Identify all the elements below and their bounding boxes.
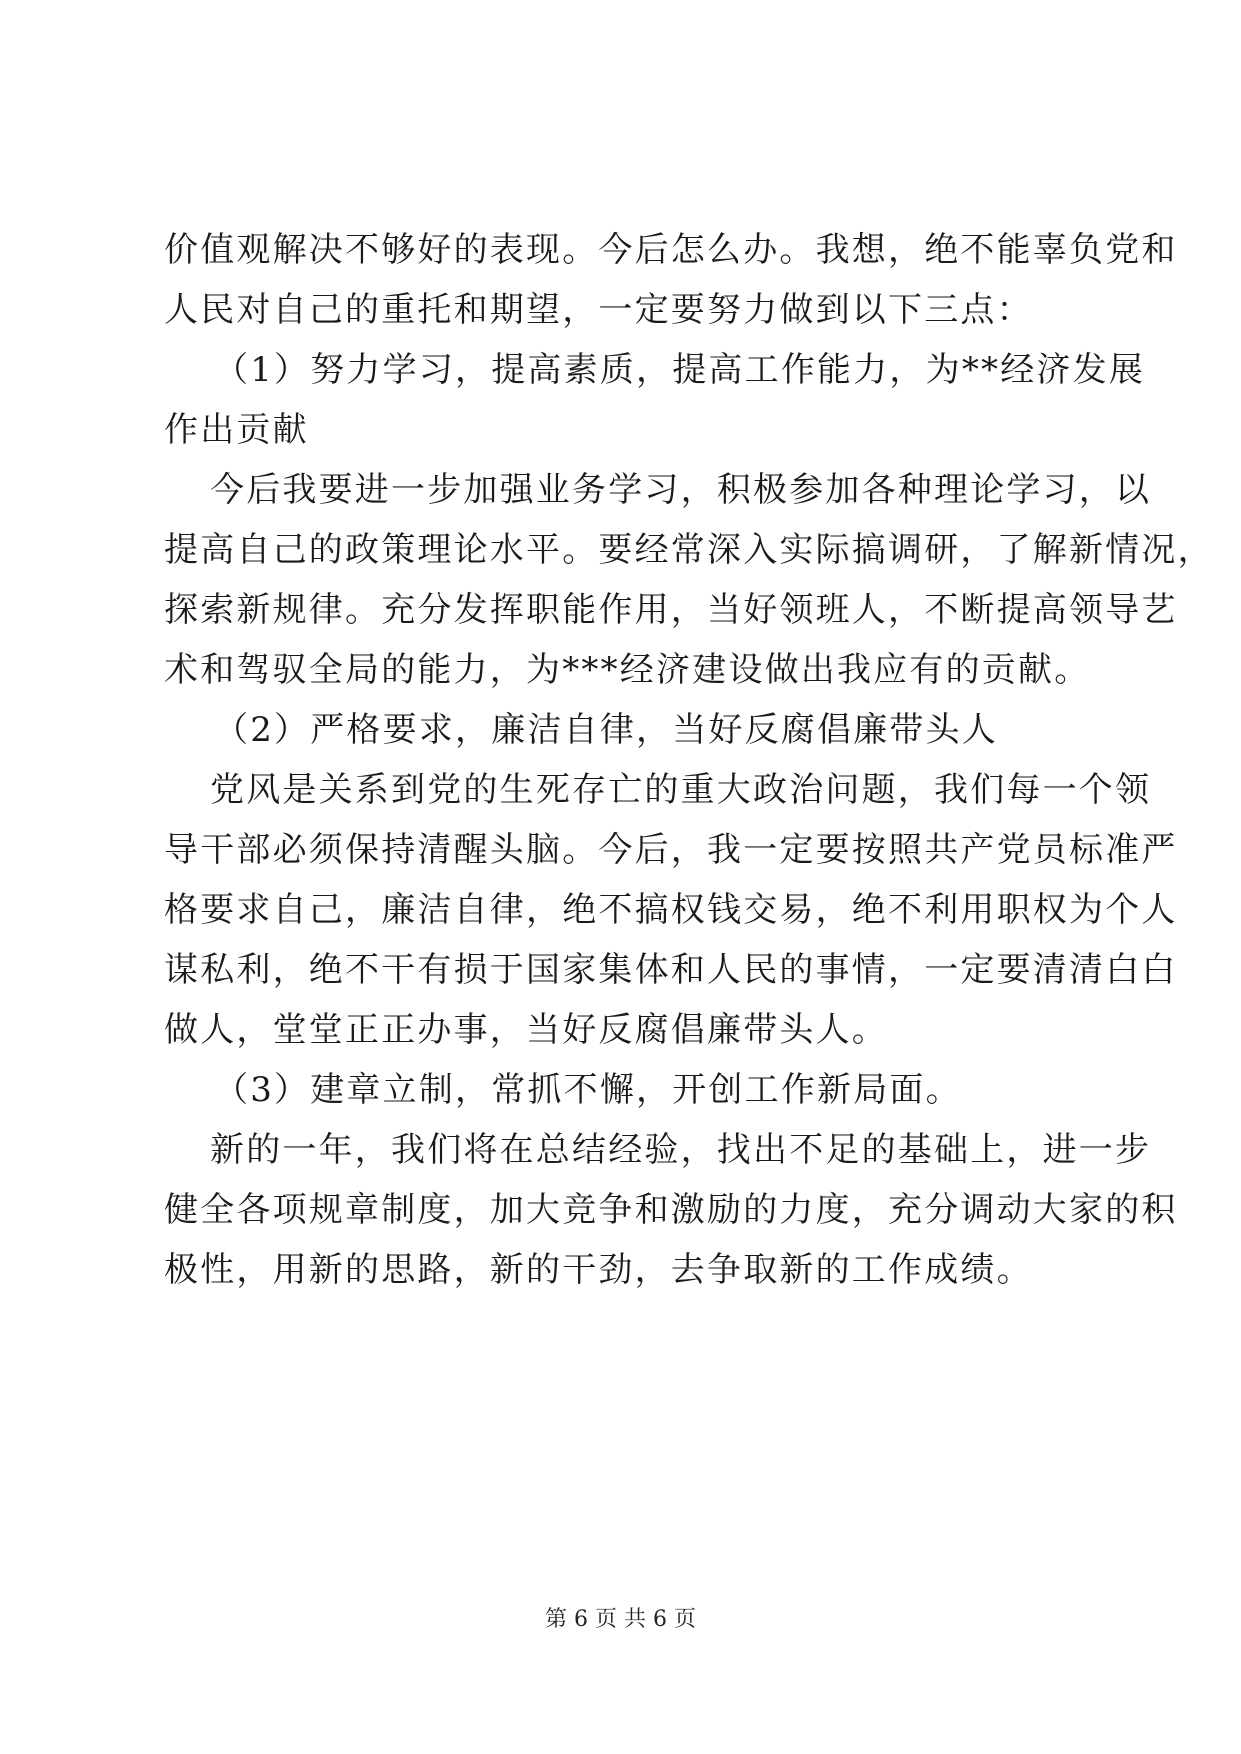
- text-line: 格要求自己，廉洁自律，绝不搞权钱交易，绝不利用职权为个人: [164, 890, 1178, 930]
- section-heading-3: （3）建章立制，常抓不懈，开创工作新局面。: [214, 1070, 962, 1110]
- text-line: 人民对自己的重托和期望，一定要努力做到以下三点：: [164, 290, 1033, 330]
- text-line: 新的一年，我们将在总结经验，找出不足的基础上，进一步: [210, 1130, 1152, 1170]
- text-line: 提高自己的政策理论水平。要经常深入实际搞调研，了解新情况，: [164, 530, 1214, 570]
- text-line: 探索新规律。充分发挥职能作用，当好领班人，不断提高领导艺: [164, 590, 1178, 630]
- text-line: 做人，堂堂正正办事，当好反腐倡廉带头人。: [164, 1010, 888, 1050]
- text-line: 极性，用新的思路，新的干劲，去争取新的工作成绩。: [164, 1250, 1033, 1290]
- section-heading-1: （1）努力学习，提高素质，提高工作能力，为**经济发展: [214, 350, 1146, 390]
- text-line: 价值观解决不够好的表现。今后怎么办。我想，绝不能辜负党和: [164, 230, 1178, 270]
- text-line: 谋私利，绝不干有损于国家集体和人民的事情，一定要清清白白: [164, 950, 1178, 990]
- text-line: 健全各项规章制度，加大竞争和激励的力度，充分调动大家的积: [164, 1190, 1178, 1230]
- text-line: 导干部必须保持清醒头脑。今后，我一定要按照共产党员标准严: [164, 830, 1178, 870]
- page-number-footer: 第 6 页 共 6 页: [545, 1607, 696, 1632]
- section-heading-1-cont: 作出贡献: [164, 410, 309, 450]
- text-line: 今后我要进一步加强业务学习，积极参加各种理论学习，以: [210, 470, 1152, 510]
- text-line: 术和驾驭全局的能力，为***经济建设做出我应有的贡献。: [164, 650, 1091, 690]
- text-line: 党风是关系到党的生死存亡的重大政治问题，我们每一个领: [210, 770, 1152, 810]
- section-heading-2: （2）严格要求，廉洁自律，当好反腐倡廉带头人: [214, 710, 999, 750]
